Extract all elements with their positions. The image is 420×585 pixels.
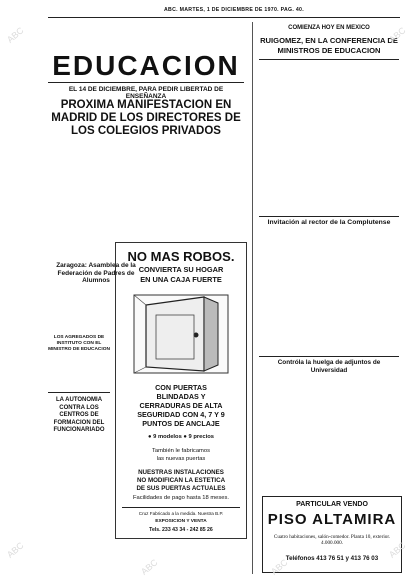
subhead-autonomia: LA AUTONOMIA CONTRA LOS CENTROS DE FORMACION DEL FUNCIONARIADO [53, 397, 105, 433]
header-rule [48, 17, 400, 18]
ad-feature-2: BLINDADAS Y [156, 392, 206, 401]
subhead-zaragoza: Zaragoza: Asamblea de la Federación de Padres de Alumnos [56, 262, 136, 284]
right-rule-1 [259, 59, 399, 60]
watermark-stamp: ABC [386, 540, 408, 560]
watermark-stamp: ABC [268, 557, 290, 577]
section-title: EDUCACION [52, 50, 240, 81]
door-illustration [126, 287, 236, 379]
lead-paragraph [48, 143, 244, 179]
ad-feature-5: PUNTOS DE ANCLAJE [142, 419, 220, 428]
right-rule-2 [259, 216, 399, 217]
subhead-agregados: LOS AGREGADOS DE INSTITUTO CON EL MINISTRO DE EDUCACION [48, 335, 110, 352]
classified-phone: Teléfonos 413 76 51 y 413 76 03 [285, 555, 379, 562]
article-text-agregados [48, 350, 110, 388]
ad-also: También le fabricamos [152, 448, 210, 454]
ad-headline: NO MAS ROBOS. [127, 249, 235, 264]
ad-phones: Tels. 233 43 34 - 242 85 26 [149, 527, 213, 533]
page-header: ABC. MARTES, 1 DE DICIEMBRE DE 1970. PAG. 40. [164, 7, 304, 13]
title-rule [48, 82, 244, 83]
ad-new-doors: las nuevas puertas [156, 456, 206, 462]
right-headline: RUIGOMEZ, EN LA CONFERENCIA DE MINISTROS DE EDUCACION [260, 36, 398, 55]
safety-door-ad [115, 242, 247, 539]
ad-claim-2: NO MODIFICAN LA ESTETICA [136, 477, 226, 484]
ad-address: Cruz Fabricado a la medida. Nuestra B.P. [138, 511, 224, 516]
main-headline: PROXIMA MANIFESTACION EN MADRID DE LOS DIRECTORES DE LOS COLEGIOS PRIVADOS [51, 99, 241, 137]
right-subhead-huelga: Contróla la huelga de adjuntos de Universidad [277, 359, 381, 374]
right-article-rector [259, 238, 399, 354]
ad-feature-4: SEGURIDAD CON 4, 7 Y 9 [137, 410, 225, 419]
ad-claim-3: DE SUS PUERTAS ACTUALES [136, 485, 226, 492]
classified-text: Cuatro habitaciones, salón-comedor. Planta 10, exterior. 4.000.000. [273, 534, 391, 547]
watermark-stamp: ABC [4, 540, 26, 560]
headline-kicker: EL 14 DE DICIEMBRE, PARA PEDIR LIBERTAD DE ENSEÑANZA [68, 86, 224, 100]
divider [48, 392, 110, 393]
ad-showroom: EXPOSICION Y VENTA [155, 519, 207, 524]
right-article-mexico [259, 62, 399, 212]
article-text-autonomia [48, 432, 110, 570]
ad-feature-3: CERRADURAS DE ALTA [139, 401, 223, 410]
right-rule-3 [259, 356, 399, 357]
ad-models: ● 9 modelos ● 9 precios [148, 434, 214, 440]
watermark-stamp: ABC [138, 557, 160, 577]
article-text-right-1 [148, 184, 244, 238]
article-text-zaragoza [48, 282, 110, 328]
right-kicker: COMIENZA HOY EN MEXICO [288, 25, 370, 31]
ad-divider [122, 507, 240, 508]
watermark-stamp: ABC [4, 25, 26, 45]
watermark-stamp: ABC [386, 25, 408, 45]
ad-financing: Facilidades de pago hasta 18 meses. [132, 495, 230, 501]
right-subhead-rector: Invitación al rector de la Complutense [267, 219, 391, 226]
ad-claim-1: NUESTRAS INSTALACIONES [138, 469, 224, 476]
right-article-huelga [259, 378, 399, 490]
classified-kicker: PARTICULAR VENDO [296, 501, 368, 508]
ad-feature-1: CON PUERTAS [155, 383, 207, 392]
column-rule [252, 22, 253, 574]
ad-subheadline-2: EN UNA CAJA FUERTE [140, 275, 222, 284]
ad-subheadline-1: CONVIERTA SU HOGAR [138, 265, 224, 274]
classified-title: PISO ALTAMIRA [267, 511, 397, 528]
